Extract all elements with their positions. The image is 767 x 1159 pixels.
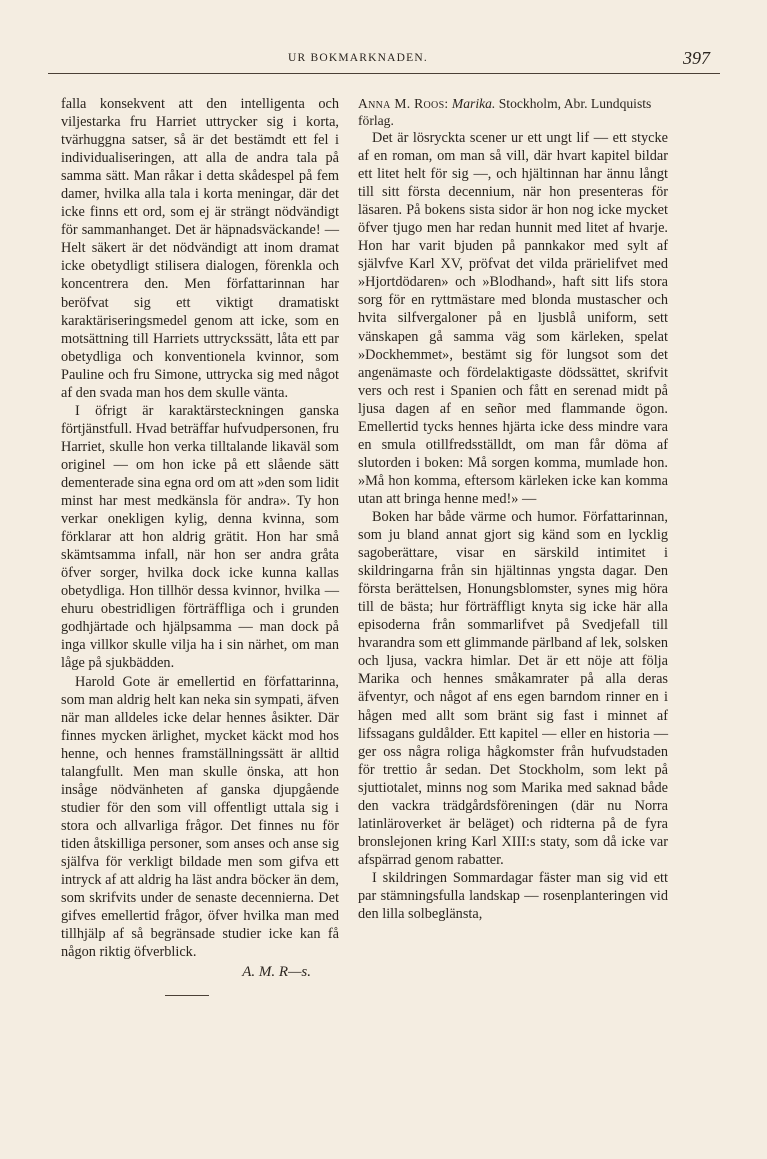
page-number: 397 xyxy=(683,48,710,68)
review-book-title: Marika. xyxy=(451,96,496,111)
left-paragraph-3: Harold Gote är emellertid en författarinna, som man aldrig helt kan neka sin sympati, äfven när man alldeles icke delar hennes åsikter. Där finnes mycken ärlighet, mycket käckt mod hos henne, och hennes framställningssätt är alltid talangfullt. Men man skulle önska, att hon insåge nödvänheten af ganska djupgående studier för den som vill offentligt uttala sig i stora och allvarliga frågor. Det finnes nu för tiden åtskilliga personer, som anses och anse sig själfva för verkligt bildade men som gifva ett intryck af att aldrig ha läst andra böcker än dem, som skrifvits under de senaste decennierna. Det gifves emellertid frågor, öfver hvilka man med tillhjälp af så begränsade studier icke kan få någon riktig öfverblick. xyxy=(61,673,339,961)
left-paragraph-1: falla konsekvent att den intelligenta och viljestarka fru Harriet uttrycker sig i korta, tvärhuggna satser, så är det bestämdt ett fel i individualiseringen, att alla de andra tala på samma sätt. Man råkar i detta skådespel på fem damer, hvilka alla tala i korta meningar, där det icke finns ett ord, som ej är strängt nödvändigt för sammanhanget. Det är häpnadsväckande! — Helt säkert är det nödvändigt att inom dramat icke obetydligt stilisera dialogen, förenkla och koncentrera den. Men författarinnan har beröfvat sig ett viktigt dramatiskt karaktäriseringsmedel genom att icke, som en motsättning till Harriets uttryckssätt, låta ett par obetydliga och konventionela kvinnor, som Pauline och fru Simone, uttrycka sig med något af den svada man hos dem skulle vänta. xyxy=(61,96,339,401)
page-header xyxy=(40,46,730,68)
running-head: UR BOKMARKNADEN. xyxy=(288,52,428,64)
review-signature: A. M. R—s. xyxy=(242,964,311,981)
right-column xyxy=(358,95,668,923)
review-heading xyxy=(358,95,668,129)
right-paragraph-3: I skildringen Sommardagar fäster man sig vid ett par stämningsfulla landskap — rosenplanteringen vid den lilla solbeglänsta, xyxy=(358,869,668,923)
left-paragraph-2: I öfrigt är karaktärsteckningen ganska förtjänstfull. Hvad beträffar hufvudpersonen, fru Harriet, skulle hon verka tilltalande likaväl som originel — om hon icke på ett slående sätt dementerade sina egna ord om att »den som lidit minst har mest medkänsla för andra». Ty hon verkar onekligen kylig, denna kvinna, som förklarar att hon aldrig grätit. Hon har små skämtsamma infall, när hon ser andra gråta öfver sorger, hvilka dock icke kunna kallas obetydliga. Hon tillhör dessa kvinnor, hvilka — ehuru obestridligen förträffliga och i grunden godhjärtade och hjälpsamma — man dock på inga villkor skulle vilja ha i sin närhet, om man låge på sjukbädden. xyxy=(61,402,339,672)
review-author: Anna M. Roos: xyxy=(358,96,449,111)
section-end-rule xyxy=(165,995,209,996)
right-paragraph-1: Det är lösryckta scener ur ett ungt lif — ett stycke af en roman, om man så vill, där hvart kapitel bildar ett litet helt för sig —, och hjältinnan har ännu långt till sitt första decennium, när hon presenteras för läsaren. På bokens sista sidor är hon nog icke mycket öfver tjugo men har redan hunnit med litet af hvarje. Hon har varit bjuden på pannkakor med sylt af självfve Karl XV, pröfvat det vilda prärielifvet med »Hjortdödaren» och »Blodhand», haft sitt lifs stora sorg för en ryttmästare med blonda mustascher och hvita silfvergaloner på en ljusblå uniform, sett vänskapen gå samma väg som kärleken, spelat »Dockhemmet», bestämt sig för lungsot som det angenämaste och fördelaktigaste dödssättet, skrifvit vers och rest i Spanien och fått en serenad midt på ljusa dagen af en señor med flammande ögon. Emellertid tycks hennes hjärta icke dess mindre vara en smula otillfredsställdt, om man får döma af slutorden i boken: Må sorgen komma, mumlade hon. »Må hon komma, eftersom kärleken icke kan komma utan att bringa henne med!» — xyxy=(358,130,668,507)
right-paragraph-2: Boken har både värme och humor. Författarinnan, som ju bland annat gjort sig känd som en lycklig sagoberättare, visar en särskild intimitet i skildringarna från sin hjältinnas yngsta dagar. Den första berättelsen, Honungsblomster, synes mig höra till de bästa; hur förträffligt knyta sig icke här alla episoderna från sommarlifvet på Svedjefall till hvarandra som ett glimmande pärlband af lek, solsken och ljusa, vackra himlar. Det är ett nöje att följa Marika och hennes småkamrater på alla deras äfventyr, och något af ens egen barndom rinner en i hågen med allt som bränt sig fast i minnet af lifssagans guldålder. Ett kapitel — eller en historia — ger oss några roliga hågkomster från hufvudstaden för trettio år sedan. Det Stockholm, som lekt på sjuttiotalet, minns nog som Marika med saknad både den vackra trädgårdsföreningen (där nu Norra latinläroverket är beläget) och ridterna på de fyra bronslejonen kring Karl XIII:s staty, som då icke var afspärrad genom rabatter. xyxy=(358,508,668,868)
review-publisher: Stockholm, Abr. Lundquists förlag. xyxy=(358,96,652,128)
header-rule xyxy=(48,73,720,74)
left-column xyxy=(61,95,339,996)
